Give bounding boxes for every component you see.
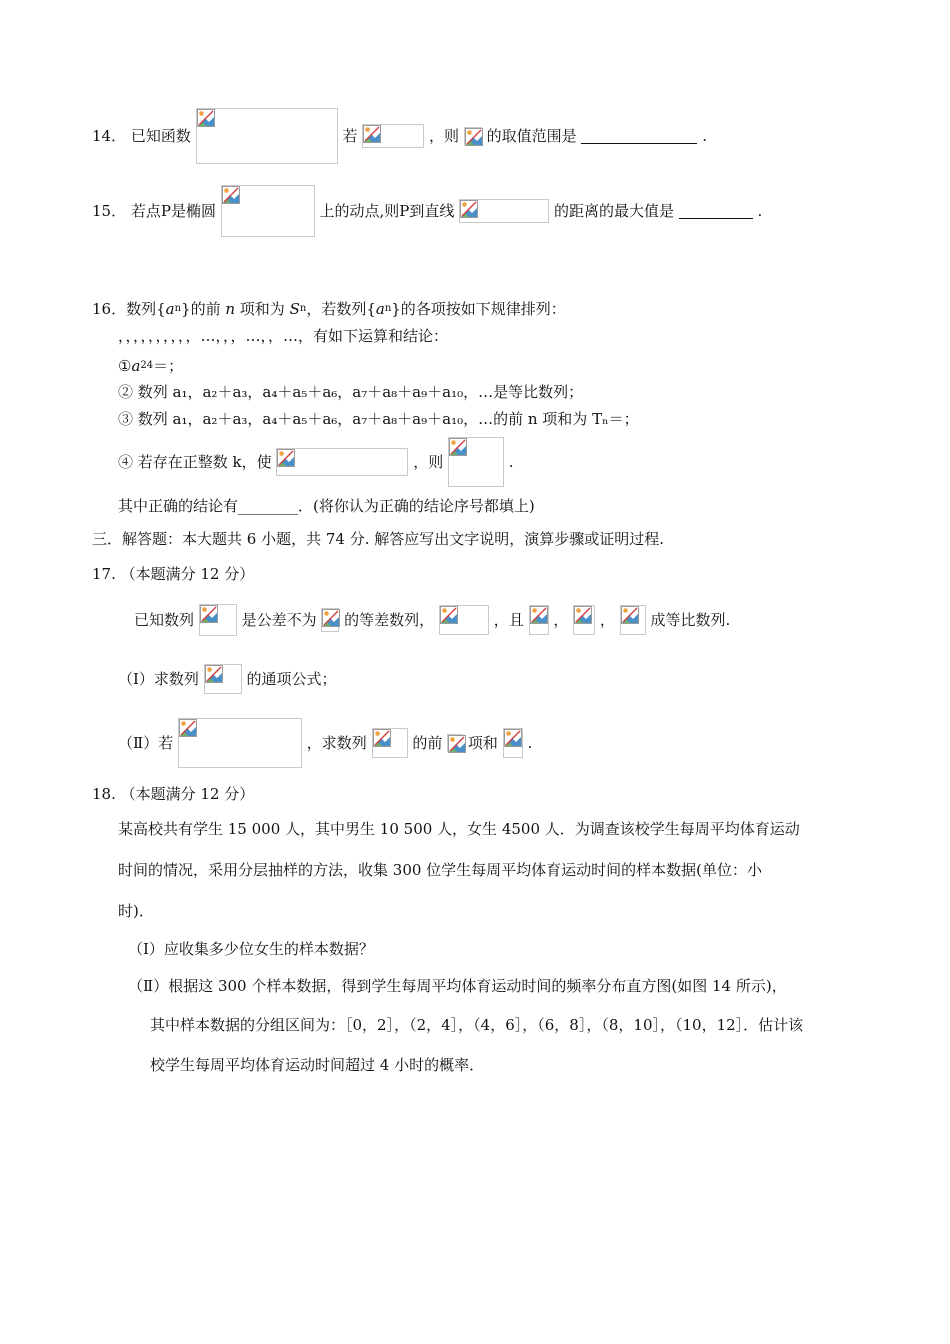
math-sub: n (174, 303, 182, 314)
question-18-head: 18. （本题满分 12 分） (92, 785, 255, 803)
question-17-head: 17. （本题满分 12 分） (92, 565, 255, 583)
question-text: ① (118, 357, 132, 375)
question-18-part-2: （Ⅱ）根据这 300 个样本数据，得到学生每周平均体育运动时间的频率分布直方图(如图 14 所示)， (128, 977, 787, 995)
formula-image (448, 437, 504, 487)
question-text: ，且 (493, 611, 524, 629)
question-text: 是公差不为 (241, 611, 317, 629)
broken-image-icon (449, 438, 467, 456)
question-text: 的取值范围是 (486, 127, 577, 145)
formula-image (459, 199, 549, 223)
formula-image (372, 728, 408, 758)
question-text: 项和 (467, 734, 498, 752)
question-text: }的各项按如下规律排列： (391, 300, 566, 318)
math-var: a (131, 357, 141, 375)
broken-image-icon (277, 449, 295, 467)
question-18-line-2: 时间的情况，采用分层抽样的方法，收集 300 位学生每周平均体育运动时间的样本数据(单位：小 (118, 861, 763, 879)
question-17-part-1 (118, 664, 337, 694)
question-text: 成等比数列. (650, 611, 731, 629)
formula-image (178, 718, 302, 768)
math-var: a (165, 300, 175, 318)
math-var: S (289, 300, 300, 318)
question-text: ，则 (429, 127, 460, 145)
section-heading: 三．解答题：本大题共 6 小题，共 74 分. 解答应写出文字说明，演算步骤或证明过程. (92, 530, 665, 548)
question-text: ，若数列{ (306, 300, 376, 318)
question-text: 上的动点,则P到直线 (319, 202, 455, 220)
broken-image-icon (448, 735, 466, 753)
broken-image-icon (465, 128, 483, 146)
broken-image-icon (179, 719, 197, 737)
question-16-line-5: ③ 数列 a₁，a₂＋a₃，a₄＋a₅＋a₆，a₇＋a₈＋a₉＋a₁₀，…的前 n 项和为 Tₙ＝； (118, 410, 639, 428)
formula-image (503, 728, 523, 758)
question-text: }的前 (181, 300, 226, 318)
broken-image-icon (373, 729, 391, 747)
question-16-line-2: ，，，，，，，，，，…，，，…，，…，有如下运算和结论： (118, 327, 449, 345)
broken-image-icon (460, 200, 478, 218)
formula-image (321, 608, 339, 632)
math-sub: n (299, 303, 307, 314)
formula-image (204, 664, 242, 694)
question-text: 若 (342, 127, 358, 145)
broken-image-icon (322, 609, 340, 627)
formula-image (276, 448, 408, 476)
broken-image-icon (222, 186, 240, 204)
question-text: 的距离的最大值是 (553, 202, 674, 220)
question-16-line-1 (92, 298, 566, 319)
broken-image-icon (530, 606, 548, 624)
question-text: 的前 (412, 734, 443, 752)
question-text: ，求数列 (306, 734, 367, 752)
question-text: ， (599, 611, 615, 629)
broken-image-icon (200, 605, 218, 623)
formula-image (196, 108, 338, 164)
math-sub: n (384, 303, 392, 314)
question-text: 若点P是椭圆 (130, 202, 216, 220)
formula-image (199, 604, 237, 636)
question-14 (92, 108, 707, 164)
question-text: 的通项公式； (246, 670, 337, 688)
question-text: . (508, 453, 514, 471)
broken-image-icon (504, 729, 522, 747)
broken-image-icon (205, 665, 223, 683)
question-18-part-1: （Ⅰ）应收集多少位女生的样本数据？ (128, 940, 374, 958)
question-text: ， (553, 611, 569, 629)
formula-image (439, 605, 489, 635)
question-16-line-7: 其中正确的结论有________．(将你认为正确的结论序号都填上) (118, 497, 535, 515)
formula-image (221, 185, 315, 237)
question-18-line-1: 某高校共有学生 15 000 人，其中男生 10 500 人，女生 4500 人．为调查该校学生每周平均体育运动 (118, 820, 800, 838)
question-18-part-2-line-3: 校学生每周平均体育运动时间超过 4 小时的概率． (150, 1056, 485, 1074)
question-17-part-2 (118, 718, 532, 768)
question-15 (92, 185, 762, 237)
formula-image (447, 734, 463, 752)
formula-image (464, 127, 482, 145)
question-text: 数列{ (126, 300, 166, 318)
question-text: （Ⅰ）求数列 (118, 670, 199, 688)
formula-image (362, 124, 424, 148)
math-sub: 24 (140, 360, 154, 371)
math-var: n (225, 300, 236, 318)
question-16-line-4: ② 数列 a₁，a₂＋a₃，a₄＋a₅＋a₆，a₇＋a₈＋a₉＋a₁₀，…是等比数列； (118, 383, 584, 401)
formula-image (620, 605, 646, 635)
broken-image-icon (440, 606, 458, 624)
question-16-line-6 (118, 437, 514, 487)
formula-image (573, 605, 595, 635)
broken-image-icon (621, 606, 639, 624)
answer-blank (581, 129, 697, 144)
question-text: ，则 (413, 453, 444, 471)
question-18-line-3: 时)． (118, 902, 154, 920)
question-number: 16． (92, 300, 127, 318)
question-text: ＝； (153, 357, 184, 375)
question-text: 项和为 (235, 300, 290, 318)
broken-image-icon (363, 125, 381, 143)
broken-image-icon (574, 606, 592, 624)
answer-blank (679, 204, 753, 219)
question-text: 已知数列 (134, 611, 195, 629)
question-number: 15． (92, 202, 127, 220)
question-18-part-2-line-2: 其中样本数据的分组区间为：［0，2］，（2，4］，（4，6］，（6，8］，（8，10］，（10，12］．估计该 (150, 1016, 804, 1034)
formula-image (529, 605, 549, 635)
question-16-line-3 (118, 355, 183, 376)
question-text: ④ 若存在正整数 k，使 (118, 453, 272, 471)
question-text: . (527, 734, 533, 752)
broken-image-icon (197, 109, 215, 127)
question-text: （Ⅱ）若 (118, 734, 174, 752)
question-text: 的等差数列， (344, 611, 435, 629)
question-text: 已知函数 (130, 127, 191, 145)
question-text: . (757, 202, 763, 220)
question-number: 14． (92, 127, 127, 145)
question-text: . (702, 127, 707, 145)
question-17-line-1 (134, 604, 730, 636)
math-var: a (375, 300, 385, 318)
